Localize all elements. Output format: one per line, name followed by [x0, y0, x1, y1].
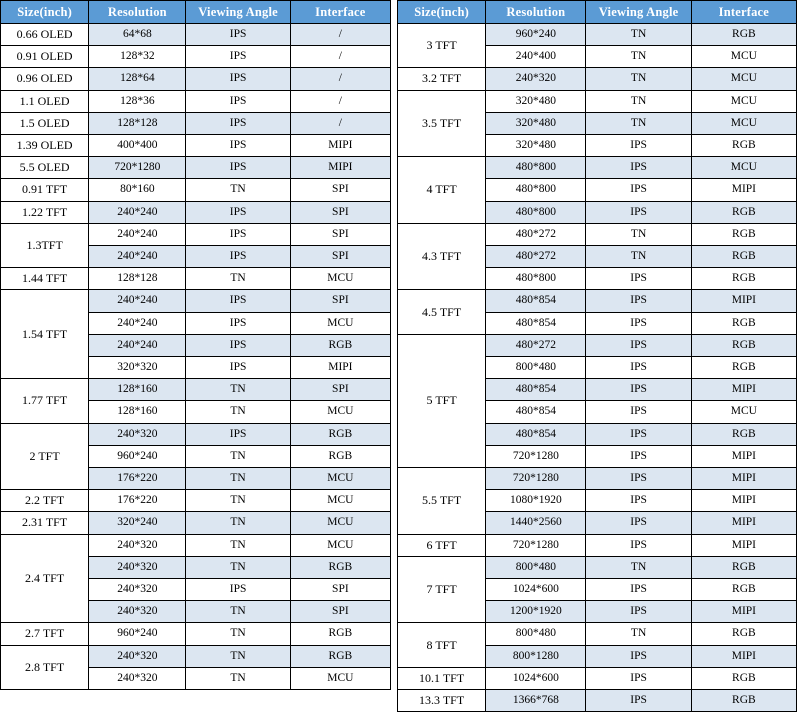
cell-interface: RGB: [691, 201, 796, 223]
cell-viewing-angle: IPS: [186, 223, 290, 245]
cell-resolution: 720*1280: [486, 534, 586, 556]
table-row: [1, 68, 391, 90]
cell-viewing-angle: TN: [186, 468, 290, 490]
cell-interface: MIPI: [691, 645, 796, 667]
cell-viewing-angle: IPS: [586, 445, 691, 467]
cell-size: 5.5 OLED: [1, 157, 89, 179]
table-row: [1, 268, 391, 290]
cell-interface: MIPI: [691, 379, 796, 401]
cell-viewing-angle: IPS: [586, 201, 691, 223]
cell-viewing-angle: IPS: [586, 645, 691, 667]
cell-viewing-angle: IPS: [586, 534, 691, 556]
cell-resolution: 800*480: [486, 357, 586, 379]
cell-resolution: 480*800: [486, 201, 586, 223]
cell-interface: MCU: [290, 401, 390, 423]
cell-viewing-angle: IPS: [586, 312, 691, 334]
cell-interface: /: [290, 112, 390, 134]
cell-interface: MIPI: [290, 135, 390, 157]
cell-resolution: 128*36: [89, 90, 186, 112]
cell-resolution: 240*240: [89, 290, 186, 312]
cell-viewing-angle: TN: [186, 623, 290, 645]
cell-resolution: 720*1280: [486, 468, 586, 490]
header-resolution: Resolution: [89, 1, 186, 24]
cell-resolution: 240*320: [89, 601, 186, 623]
cell-resolution: 1024*600: [486, 579, 586, 601]
table-header-left: [1, 1, 391, 24]
cell-viewing-angle: IPS: [186, 423, 290, 445]
cell-resolution: 240*240: [89, 334, 186, 356]
table-row: [1, 135, 391, 157]
cell-viewing-angle: IPS: [586, 579, 691, 601]
cell-viewing-angle: IPS: [586, 690, 691, 712]
cell-viewing-angle: IPS: [586, 379, 691, 401]
cell-interface: MCU: [691, 401, 796, 423]
header-resolution: Resolution: [486, 1, 586, 24]
table-row: [398, 690, 797, 712]
cell-size: 1.39 OLED: [1, 135, 89, 157]
cell-size: 1.77 TFT: [1, 379, 89, 423]
cell-interface: RGB: [691, 690, 796, 712]
cell-interface: MIPI: [691, 534, 796, 556]
header-size: Size(inch): [1, 1, 89, 24]
display-spec-table-right: [397, 0, 797, 712]
cell-viewing-angle: IPS: [586, 290, 691, 312]
table-row: [1, 512, 391, 534]
cell-resolution: 128*160: [89, 401, 186, 423]
table-row: [398, 534, 797, 556]
cell-resolution: 480*854: [486, 379, 586, 401]
cell-resolution: 176*220: [89, 468, 186, 490]
cell-interface: RGB: [691, 135, 796, 157]
cell-viewing-angle: TN: [586, 223, 691, 245]
table-row: [1, 201, 391, 223]
cell-interface: /: [290, 24, 390, 46]
cell-viewing-angle: IPS: [586, 179, 691, 201]
cell-viewing-angle: IPS: [186, 290, 290, 312]
cell-viewing-angle: IPS: [586, 468, 691, 490]
cell-interface: SPI: [290, 579, 390, 601]
cell-resolution: 960*240: [89, 623, 186, 645]
cell-interface: MCU: [691, 68, 796, 90]
cell-resolution: 1366*768: [486, 690, 586, 712]
cell-interface: MIPI: [290, 157, 390, 179]
cell-viewing-angle: IPS: [186, 357, 290, 379]
cell-size: 7 TFT: [398, 556, 486, 623]
cell-resolution: 240*240: [89, 312, 186, 334]
cell-resolution: 480*272: [486, 246, 586, 268]
cell-viewing-angle: IPS: [586, 601, 691, 623]
cell-interface: MIPI: [290, 357, 390, 379]
cell-viewing-angle: IPS: [186, 24, 290, 46]
left-table-pane: [0, 0, 391, 684]
table-row: [398, 223, 797, 245]
header-viewing-angle: Viewing Angle: [586, 1, 691, 24]
cell-resolution: 240*320: [89, 556, 186, 578]
cell-interface: MCU: [691, 46, 796, 68]
cell-interface: MIPI: [691, 490, 796, 512]
table-row: [1, 423, 391, 445]
cell-viewing-angle: TN: [186, 490, 290, 512]
cell-resolution: 320*480: [486, 112, 586, 134]
cell-viewing-angle: TN: [586, 623, 691, 645]
table-row: [398, 290, 797, 312]
cell-resolution: 480*854: [486, 423, 586, 445]
cell-interface: SPI: [290, 601, 390, 623]
table-row: [398, 468, 797, 490]
table-row: [1, 223, 391, 245]
cell-size: 3 TFT: [398, 24, 486, 68]
cell-interface: MCU: [691, 112, 796, 134]
cell-viewing-angle: IPS: [186, 68, 290, 90]
cell-interface: SPI: [290, 223, 390, 245]
cell-viewing-angle: IPS: [186, 246, 290, 268]
cell-interface: RGB: [691, 334, 796, 356]
cell-interface: RGB: [691, 556, 796, 578]
cell-size: 8 TFT: [398, 623, 486, 667]
cell-resolution: 800*1280: [486, 645, 586, 667]
cell-viewing-angle: TN: [586, 46, 691, 68]
cell-resolution: 320*320: [89, 357, 186, 379]
cell-viewing-angle: TN: [186, 445, 290, 467]
cell-resolution: 240*240: [89, 201, 186, 223]
table-row: [1, 24, 391, 46]
cell-viewing-angle: IPS: [586, 157, 691, 179]
cell-resolution: 1200*1920: [486, 601, 586, 623]
table-row: [1, 179, 391, 201]
cell-size: 1.3TFT: [1, 223, 89, 267]
header-viewing-angle: Viewing Angle: [186, 1, 290, 24]
cell-resolution: 128*160: [89, 379, 186, 401]
cell-size: 1.44 TFT: [1, 268, 89, 290]
cell-size: 2.7 TFT: [1, 623, 89, 645]
cell-resolution: 240*320: [89, 423, 186, 445]
cell-viewing-angle: TN: [586, 90, 691, 112]
table-row: [398, 556, 797, 578]
cell-resolution: 240*320: [89, 645, 186, 667]
table-row: [1, 157, 391, 179]
cell-resolution: 960*240: [89, 445, 186, 467]
table-row: [1, 112, 391, 134]
cell-resolution: 960*240: [486, 24, 586, 46]
cell-resolution: 720*1280: [89, 157, 186, 179]
cell-viewing-angle: IPS: [186, 90, 290, 112]
cell-resolution: 176*220: [89, 490, 186, 512]
cell-size: 2.2 TFT: [1, 490, 89, 512]
table-row: [398, 68, 797, 90]
cell-resolution: 320*480: [486, 135, 586, 157]
cell-resolution: 128*128: [89, 268, 186, 290]
cell-resolution: 720*1280: [486, 445, 586, 467]
cell-interface: SPI: [290, 379, 390, 401]
table-row: [1, 379, 391, 401]
cell-viewing-angle: IPS: [586, 334, 691, 356]
cell-resolution: 80*160: [89, 179, 186, 201]
cell-resolution: 128*64: [89, 68, 186, 90]
cell-interface: RGB: [691, 268, 796, 290]
cell-interface: MIPI: [691, 445, 796, 467]
cell-viewing-angle: IPS: [186, 112, 290, 134]
cell-size: 6 TFT: [398, 534, 486, 556]
cell-interface: RGB: [691, 623, 796, 645]
cell-resolution: 240*400: [486, 46, 586, 68]
cell-interface: /: [290, 68, 390, 90]
cell-interface: MIPI: [691, 179, 796, 201]
cell-viewing-angle: TN: [186, 601, 290, 623]
cell-size: 2.4 TFT: [1, 534, 89, 623]
cell-interface: MCU: [290, 312, 390, 334]
cell-interface: MCU: [290, 468, 390, 490]
cell-interface: SPI: [290, 201, 390, 223]
cell-interface: MCU: [691, 90, 796, 112]
cell-resolution: 800*480: [486, 623, 586, 645]
cell-interface: RGB: [691, 24, 796, 46]
cell-interface: RGB: [290, 445, 390, 467]
cell-size: 4.5 TFT: [398, 290, 486, 334]
cell-interface: MIPI: [691, 290, 796, 312]
cell-resolution: 480*800: [486, 179, 586, 201]
cell-size: 1.5 OLED: [1, 112, 89, 134]
cell-interface: RGB: [691, 423, 796, 445]
cell-viewing-angle: IPS: [186, 312, 290, 334]
cell-resolution: 240*240: [89, 223, 186, 245]
cell-viewing-angle: IPS: [186, 579, 290, 601]
cell-viewing-angle: TN: [186, 401, 290, 423]
table-row: [1, 623, 391, 645]
cell-viewing-angle: TN: [586, 68, 691, 90]
cell-resolution: 64*68: [89, 24, 186, 46]
cell-size: 3.2 TFT: [398, 68, 486, 90]
cell-size: 1.1 OLED: [1, 90, 89, 112]
cell-viewing-angle: IPS: [186, 201, 290, 223]
cell-interface: RGB: [691, 246, 796, 268]
cell-size: 1.22 TFT: [1, 201, 89, 223]
cell-resolution: 480*854: [486, 401, 586, 423]
table-row: [398, 157, 797, 179]
cell-interface: RGB: [290, 556, 390, 578]
cell-size: 5.5 TFT: [398, 468, 486, 535]
header-size: Size(inch): [398, 1, 486, 24]
cell-viewing-angle: TN: [186, 379, 290, 401]
cell-interface: SPI: [290, 246, 390, 268]
cell-size: 4 TFT: [398, 157, 486, 224]
table-row: [398, 623, 797, 645]
cell-interface: MCU: [290, 667, 390, 689]
cell-viewing-angle: TN: [186, 268, 290, 290]
cell-resolution: 480*854: [486, 312, 586, 334]
cell-interface: SPI: [290, 290, 390, 312]
cell-viewing-angle: IPS: [586, 268, 691, 290]
cell-resolution: 240*320: [89, 534, 186, 556]
cell-interface: MCU: [290, 490, 390, 512]
cell-viewing-angle: IPS: [586, 423, 691, 445]
cell-size: 4.3 TFT: [398, 223, 486, 290]
cell-resolution: 240*240: [89, 246, 186, 268]
cell-viewing-angle: TN: [586, 556, 691, 578]
table-body-right: [398, 24, 797, 712]
cell-viewing-angle: TN: [186, 645, 290, 667]
cell-interface: SPI: [290, 179, 390, 201]
cell-resolution: 240*320: [89, 667, 186, 689]
cell-interface: RGB: [691, 667, 796, 689]
table-row: [398, 24, 797, 46]
display-spec-table-left: [0, 0, 391, 690]
header-row: [1, 1, 391, 24]
cell-viewing-angle: TN: [586, 24, 691, 46]
cell-resolution: 320*480: [486, 90, 586, 112]
cell-interface: MIPI: [691, 601, 796, 623]
cell-viewing-angle: TN: [186, 556, 290, 578]
cell-resolution: 128*32: [89, 46, 186, 68]
cell-resolution: 1024*600: [486, 667, 586, 689]
cell-viewing-angle: IPS: [586, 490, 691, 512]
cell-interface: RGB: [691, 312, 796, 334]
table-body-left: [1, 24, 391, 690]
table-row: [398, 90, 797, 112]
cell-viewing-angle: IPS: [586, 135, 691, 157]
cell-interface: MCU: [290, 534, 390, 556]
cell-interface: MIPI: [691, 468, 796, 490]
cell-resolution: 480*272: [486, 334, 586, 356]
cell-resolution: 480*854: [486, 290, 586, 312]
cell-interface: RGB: [691, 223, 796, 245]
cell-viewing-angle: IPS: [186, 157, 290, 179]
cell-viewing-angle: IPS: [586, 512, 691, 534]
cell-resolution: 128*128: [89, 112, 186, 134]
cell-interface: MIPI: [691, 512, 796, 534]
cell-size: 0.91 OLED: [1, 46, 89, 68]
cell-viewing-angle: TN: [186, 534, 290, 556]
table-row: [1, 534, 391, 556]
cell-size: 0.66 OLED: [1, 24, 89, 46]
cell-resolution: 480*800: [486, 157, 586, 179]
cell-interface: RGB: [691, 579, 796, 601]
cell-interface: /: [290, 90, 390, 112]
table-row: [1, 645, 391, 667]
cell-resolution: 400*400: [89, 135, 186, 157]
header-interface: Interface: [290, 1, 390, 24]
cell-resolution: 1080*1920: [486, 490, 586, 512]
cell-size: 3.5 TFT: [398, 90, 486, 157]
cell-interface: RGB: [290, 623, 390, 645]
cell-resolution: 240*320: [486, 68, 586, 90]
cell-viewing-angle: TN: [186, 179, 290, 201]
cell-resolution: 480*800: [486, 268, 586, 290]
cell-viewing-angle: TN: [186, 512, 290, 534]
table-row: [1, 90, 391, 112]
header-interface: Interface: [691, 1, 796, 24]
table-row: [1, 490, 391, 512]
table-header-right: [398, 1, 797, 24]
cell-size: 1.54 TFT: [1, 290, 89, 379]
cell-interface: RGB: [691, 357, 796, 379]
cell-interface: RGB: [290, 423, 390, 445]
cell-size: 2.8 TFT: [1, 645, 89, 689]
cell-interface: RGB: [290, 334, 390, 356]
cell-viewing-angle: IPS: [586, 401, 691, 423]
cell-size: 0.91 TFT: [1, 179, 89, 201]
cell-size: 5 TFT: [398, 334, 486, 467]
right-table-pane: [397, 0, 797, 708]
table-row: [1, 46, 391, 68]
cell-interface: RGB: [290, 645, 390, 667]
cell-resolution: 240*320: [89, 579, 186, 601]
table-row: [1, 290, 391, 312]
cell-resolution: 1440*2560: [486, 512, 586, 534]
cell-viewing-angle: TN: [586, 246, 691, 268]
cell-size: 2 TFT: [1, 423, 89, 490]
cell-viewing-angle: TN: [586, 112, 691, 134]
cell-interface: MCU: [290, 268, 390, 290]
cell-viewing-angle: IPS: [186, 46, 290, 68]
cell-viewing-angle: IPS: [586, 667, 691, 689]
header-row: [398, 1, 797, 24]
cell-size: 2.31 TFT: [1, 512, 89, 534]
cell-interface: /: [290, 46, 390, 68]
cell-viewing-angle: IPS: [186, 135, 290, 157]
cell-size: 13.3 TFT: [398, 690, 486, 712]
cell-resolution: 480*272: [486, 223, 586, 245]
cell-resolution: 800*480: [486, 556, 586, 578]
cell-interface: MCU: [691, 157, 796, 179]
table-row: [398, 334, 797, 356]
table-row: [398, 667, 797, 689]
cell-size: 0.96 OLED: [1, 68, 89, 90]
cell-viewing-angle: IPS: [586, 357, 691, 379]
cell-resolution: 320*240: [89, 512, 186, 534]
cell-interface: MCU: [290, 512, 390, 534]
cell-viewing-angle: TN: [186, 667, 290, 689]
cell-size: 10.1 TFT: [398, 667, 486, 689]
cell-viewing-angle: IPS: [186, 334, 290, 356]
